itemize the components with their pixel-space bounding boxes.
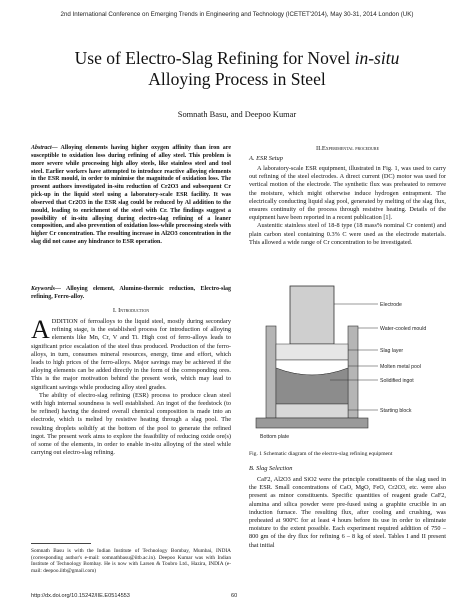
- authors: Somnath Basu, and Deepoo Kumar: [177, 110, 297, 119]
- abstract-text: Alloying elements having higher oxygen affinity than iron are susceptible to oxidation loss during refining of alloy steel. This problem is more severe while processing high alloy steels, like stainless steel and tool steel. Earlier workers have attempted to introduce reactive alloying elements in the ESR mould, in order to minimise the magnitude of oxidation loss. The present authors investigated in-situ reduction of Cr2O3 and subsequent Cr pick-up in the liquid steel using a laboratory-scale ESR facility. It was observed that Cr2O3 in the ESR slag could be reduced by Al addition to the mould, leading to enrichment of the steel with Cr. The findings suggest a possibility of in-situ alloying during electro-slag refining of a leaner composition, and also prevention of oxidation loss-while processing steels with higher Cr concentration. The resulting increase in Al2O3 concentration in the slag did not cause any hindrance to ESR operation.: [31, 145, 231, 246]
- title-line2: Alloying Process in Steel: [148, 69, 326, 89]
- paper-title: [20, 48, 454, 90]
- label-metal: Molten metal pool: [380, 364, 421, 370]
- title-line1: Use of Electro-Slag Refining for Novel: [74, 48, 355, 68]
- experimental-body: [249, 165, 446, 247]
- label-block: Starting block: [380, 408, 412, 414]
- mould-right-wall: [348, 326, 358, 418]
- keywords: [31, 286, 231, 302]
- bottom-plate-shape: [256, 418, 368, 428]
- footer-page-number: 60: [231, 593, 238, 599]
- slag-paragraph: CaF2, Al2O3 and SiO2 were the principle constituents of the slag used in the ESR. Small concentrations of CaO, MgO, FeO, Cr2O3, etc. were also present as minor constituents. Specific quantities of reagent grade CaF2, alumina and silica powder were pre-fused using a graphite crucible in an induction furnace. The resulting flux, after cooling and crushing, was preheated at 900ºC for at least 4 hours before its use in order to eliminate moisture to the extent possible. Each experiment required addition of 750 – 800 gm of the dry flux for refining 6 – 8 kg of steel. Tables I and II present that initial: [249, 476, 446, 549]
- label-electrode: Electrode: [380, 302, 402, 308]
- exp-paragraph-2: Austenitic stainless steel of 18-8 type (18 mass% nominal Cr content) and plain carbon steel containing 0.3% C were used as the electrode materials. This allowed a wide range of Cr concentration to be investigated.: [249, 222, 446, 246]
- title-italic: in-situ: [354, 48, 400, 68]
- slag-layer-shape: [276, 344, 348, 360]
- label-mould: Water-cooled mould: [380, 326, 427, 332]
- footnote: Somnath Basu is with the Indian Institute of Technology Bombay, Mumbai, INDIA (corresponding author's e-mail: somnathbasu@iitb.ac.in). Deepoo Kumar was with Indian Institute of Technology Bombay. He is now with Larsen & Toubro Ltd., Hazira, INDIA (e-mail: deepoo.iitb@gmail.com): [31, 548, 231, 574]
- abstract: [31, 145, 231, 247]
- esr-schematic-figure: [250, 282, 446, 452]
- drop-cap: A: [31, 315, 50, 344]
- footnote-rule: [31, 543, 91, 544]
- experimental-heading: II.Experimental procedure A. ESR Setup: [249, 145, 446, 162]
- intro-paragraph-1: DDITION of ferroalloys to the liquid steel, mostly during secondary refining stage, is the established process for introduction of alloying elements like Mn, Cr, V and Ti. High cost of ferro-alloys leads to significant price escalation of the steel thus produced. Production of the ferro-alloys, in turn, consumes mineral resources, energy, time and effort, which leads to high prices of the ferro-alloys. Major savings may be achieved if the alloying elements can be added directly in the form of the corresponding ores. This is the major motivation behind the present work, which may lead to significant savings while producing alloy steel grades.: [31, 318, 231, 391]
- conference-header: 2nd International Conference on Emerging Trends in Engineering and Technology (ICETET'2014), May 30-31, 2014 London (UK): [60, 11, 414, 18]
- label-ingot: Solidified ingot: [380, 378, 414, 384]
- intro-heading: I. Introduction: [112, 307, 150, 314]
- mould-left-wall: [266, 326, 276, 418]
- subsection-a: A. ESR Setup: [249, 155, 283, 162]
- footer-doi: http://dx.doi.org/10.15242/IIE.E0514553: [31, 593, 130, 599]
- intro-paragraph-2: The ability of electro-slag refining (ESR) process to produce clean steel with high internal soundness is well established. An ingot of the feedstock (to be refined) having the desired overall chemical composition is made into an electrode, which is melted by resistive heating through a slag pool. The resulting droplets solidify at the bottom of the pool to generate the refined ingot. The present work aims to explore the feasibility of reducing oxide ore(s) of some of the elements, in order to enable in-situ alloying of the steel while carrying out electro-slag refining.: [31, 391, 231, 457]
- figure-caption: Fig. 1 Schematic diagram of the electro-slag refining equipment: [249, 451, 393, 457]
- label-slag: Slag layer: [380, 348, 404, 354]
- abstract-label: Abstract—: [31, 145, 58, 151]
- introduction-body: [31, 315, 231, 457]
- electrode-shape: [290, 286, 334, 344]
- keywords-label: Keywords—: [31, 286, 61, 292]
- starting-block-shape: [276, 404, 348, 418]
- label-bottom-plate: Bottom plate: [260, 434, 290, 440]
- slag-selection-body: [249, 476, 446, 550]
- subsection-b: B. Slag Selection: [249, 465, 293, 472]
- keywords-text: Alloying element, Alumino-thermic reduction, Electro-slag refining, Ferro-alloy.: [31, 286, 231, 300]
- exp-paragraph-1: A laboratory-scale ESR equipment, illustrated in Fig. 1, was used to carry out refining of the steel electrodes. A direct current (DC) motor was used for vertical motion of the electrode. The synthetic flux was preheated to remove the moisture, which might otherwise induce hydrogen entrapment. The electrically conducting liquid slag pool, generated by melting of the slag flux, ensures continuity of the process through resistive heating. Details of the equipment have been reported in a recent publication [1].: [249, 165, 446, 222]
